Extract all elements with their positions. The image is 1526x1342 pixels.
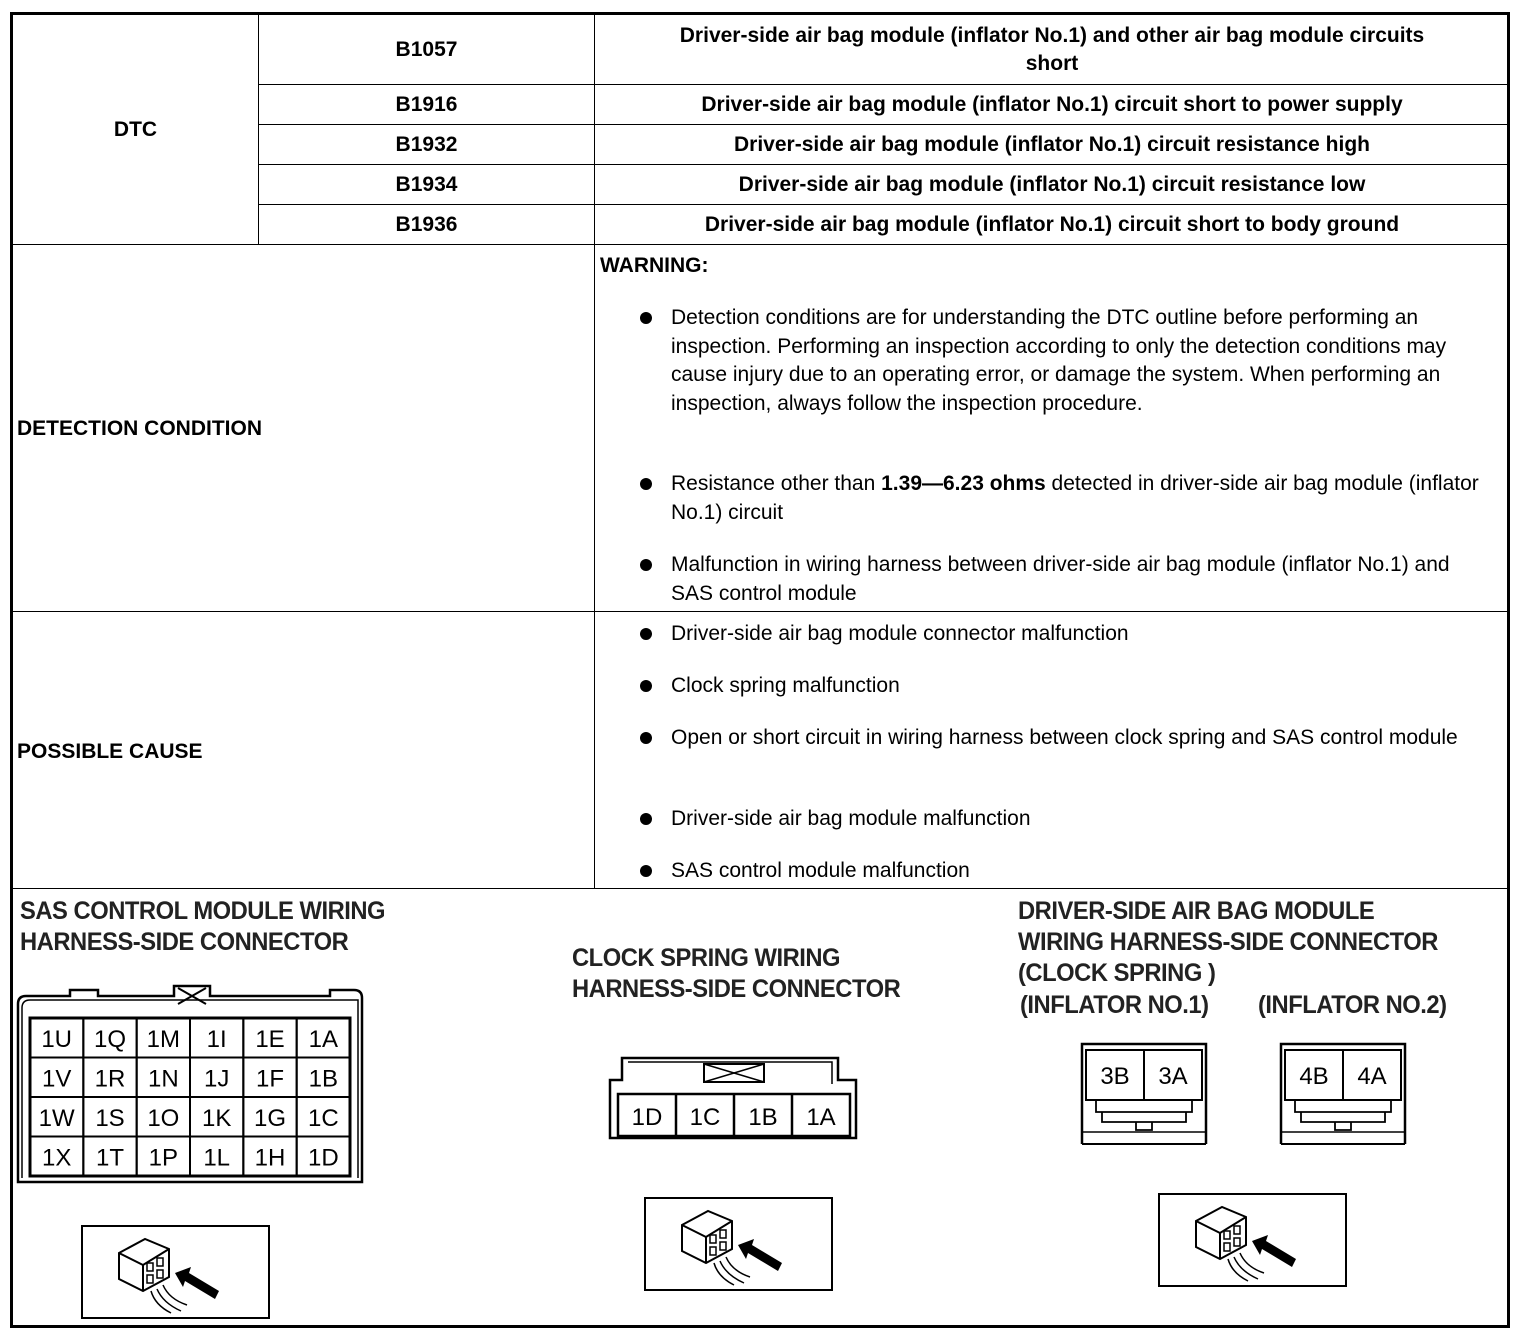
pin-label: 1J xyxy=(203,1065,230,1093)
dtc-description xyxy=(595,15,1509,84)
pin-label: 1D xyxy=(307,1144,339,1172)
bullet-text: Malfunction in wiring harness between driver-side air bag module (inflator No.1) and SAS control module xyxy=(671,553,1450,605)
pin-label: 1I xyxy=(206,1025,227,1053)
caption-line: SAS CONTROL MODULE WIRING xyxy=(20,897,386,925)
bullet-text-part: Resistance other than xyxy=(671,472,882,495)
bullet-text: Detection conditions are for understanding the DTC outline before performing an inspection. Performing an inspection according to only the detection conditions may cause injury due to an operating error, or damage the system. When performing an inspection, always follow the inspection procedure. xyxy=(671,306,1447,415)
pin-label: 1B xyxy=(308,1065,339,1093)
dtc-code: B1916 xyxy=(395,92,458,116)
dtc-code: B1936 xyxy=(395,212,458,236)
connector-latch xyxy=(1295,1100,1391,1130)
harness-side-view-icon xyxy=(81,1225,271,1319)
grid-line xyxy=(10,611,1510,612)
pin-label: 1S xyxy=(95,1104,125,1132)
pin-label: 1O xyxy=(147,1104,180,1132)
bullet-text xyxy=(671,470,1491,527)
possible-cause-label: POSSIBLE CAUSE xyxy=(17,740,203,763)
resistance-range: 1.39—6.23 ohms xyxy=(881,472,1046,495)
dtc-code: B1934 xyxy=(395,172,458,196)
caption-line: CLOCK SPRING WIRING xyxy=(572,944,841,972)
harness-side-view-icon xyxy=(1158,1193,1348,1287)
caption-line: HARNESS-SIDE CONNECTOR xyxy=(20,928,349,956)
pin-label: 1K xyxy=(201,1104,232,1132)
pin-label: 1P xyxy=(148,1144,179,1172)
dtc-code: B1057 xyxy=(395,37,458,61)
pin-label: 4A xyxy=(1357,1063,1387,1090)
pin-label: 1A xyxy=(308,1025,339,1053)
detection-condition-label: DETECTION CONDITION xyxy=(17,417,262,440)
dtc-description: Driver-side air bag module (inflator No.1) circuit resistance high xyxy=(734,132,1370,156)
sas-connector-diagram xyxy=(14,982,374,1192)
dtc-description: Driver-side air bag module (inflator No.1) circuit resistance low xyxy=(738,172,1366,196)
pin-label: 4B xyxy=(1299,1063,1329,1090)
dtc-code: B1932 xyxy=(395,132,458,156)
bullet-dot-icon xyxy=(640,559,652,571)
pin-grid xyxy=(30,1018,350,1176)
caption-line: WIRING HARNESS-SIDE CONNECTOR xyxy=(1018,928,1438,956)
pin-label: 1G xyxy=(253,1104,287,1132)
bullet-text-part: detected in driver-side air bag module (inflator No.1) circuit xyxy=(671,472,1479,524)
bullet-dot-icon xyxy=(640,312,652,324)
inflator2-label: (INFLATOR NO.2) xyxy=(1258,991,1447,1019)
dtc-label: DTC xyxy=(113,118,158,141)
connector-latch xyxy=(1096,1100,1192,1130)
pin-label: 1B xyxy=(748,1104,778,1131)
bullet-dot-icon xyxy=(640,865,652,877)
pin-label: 1V xyxy=(41,1065,72,1093)
grid-line xyxy=(10,888,1510,889)
pin-label: 1A xyxy=(806,1104,836,1131)
warning-title: WARNING: xyxy=(600,254,709,277)
caption-line: HARNESS-SIDE CONNECTOR xyxy=(572,975,901,1003)
caption-line: DRIVER-SIDE AIR BAG MODULE xyxy=(1018,897,1375,925)
pin-label: 1T xyxy=(95,1144,125,1172)
dtc-description-line: Driver-side air bag module (inflator No.1) and other air bag module circuits xyxy=(679,23,1425,47)
pin-label: 1H xyxy=(254,1144,286,1172)
pin-label: 1C xyxy=(307,1104,339,1132)
pin-label: 1R xyxy=(94,1065,126,1093)
dtc-description: Driver-side air bag module (inflator No.1) circuit short to body ground xyxy=(704,212,1400,236)
bullet-text: SAS control module malfunction xyxy=(671,859,970,882)
harness-side-view-icon xyxy=(644,1197,834,1291)
pin-label: 1X xyxy=(41,1144,72,1172)
pin-label: 1U xyxy=(41,1025,73,1053)
pin-label: 1W xyxy=(38,1104,75,1132)
inflator2-connector-diagram xyxy=(1277,1040,1412,1148)
pin-label: 3A xyxy=(1158,1063,1188,1090)
airbag-connector-title xyxy=(1018,896,1438,989)
bullet-text: Driver-side air bag module malfunction xyxy=(671,807,1031,830)
clock-spring-connector-title xyxy=(572,943,900,1005)
pin-label: 1M xyxy=(146,1025,181,1053)
dtc-description: Driver-side air bag module (inflator No.1) circuit short to power supply xyxy=(701,92,1403,116)
bullet-dot-icon xyxy=(640,680,652,692)
bullet-dot-icon xyxy=(640,628,652,640)
caption-line: (CLOCK SPRING ) xyxy=(1018,959,1216,987)
pin-label: 1C xyxy=(689,1104,721,1131)
bullet-text: Driver-side air bag module connector malfunction xyxy=(671,622,1129,645)
dtc-description-line: short xyxy=(1025,51,1079,75)
bullet-dot-icon xyxy=(640,813,652,825)
pin-label: 1F xyxy=(255,1065,285,1093)
pin-label: 1L xyxy=(203,1144,231,1172)
bullet-text: Clock spring malfunction xyxy=(671,674,900,697)
inflator1-connector-diagram xyxy=(1078,1040,1213,1148)
sas-connector-title xyxy=(20,896,385,958)
pin-label: 1Q xyxy=(93,1025,127,1053)
connector-housing-inner xyxy=(628,1062,832,1084)
clock-spring-connector-diagram xyxy=(606,1054,866,1144)
pin-row xyxy=(632,1094,836,1136)
bullet-dot-icon xyxy=(640,732,652,744)
inflator1-label: (INFLATOR NO.1) xyxy=(1020,991,1209,1019)
bullet-text: Open or short circuit in wiring harness between clock spring and SAS control module xyxy=(671,726,1458,749)
pin-label: 3B xyxy=(1100,1063,1130,1090)
pin-label: 1D xyxy=(631,1104,663,1131)
pin-label: 1N xyxy=(147,1065,179,1093)
bullet-dot-icon xyxy=(640,478,652,490)
pin-label: 1E xyxy=(255,1025,285,1053)
